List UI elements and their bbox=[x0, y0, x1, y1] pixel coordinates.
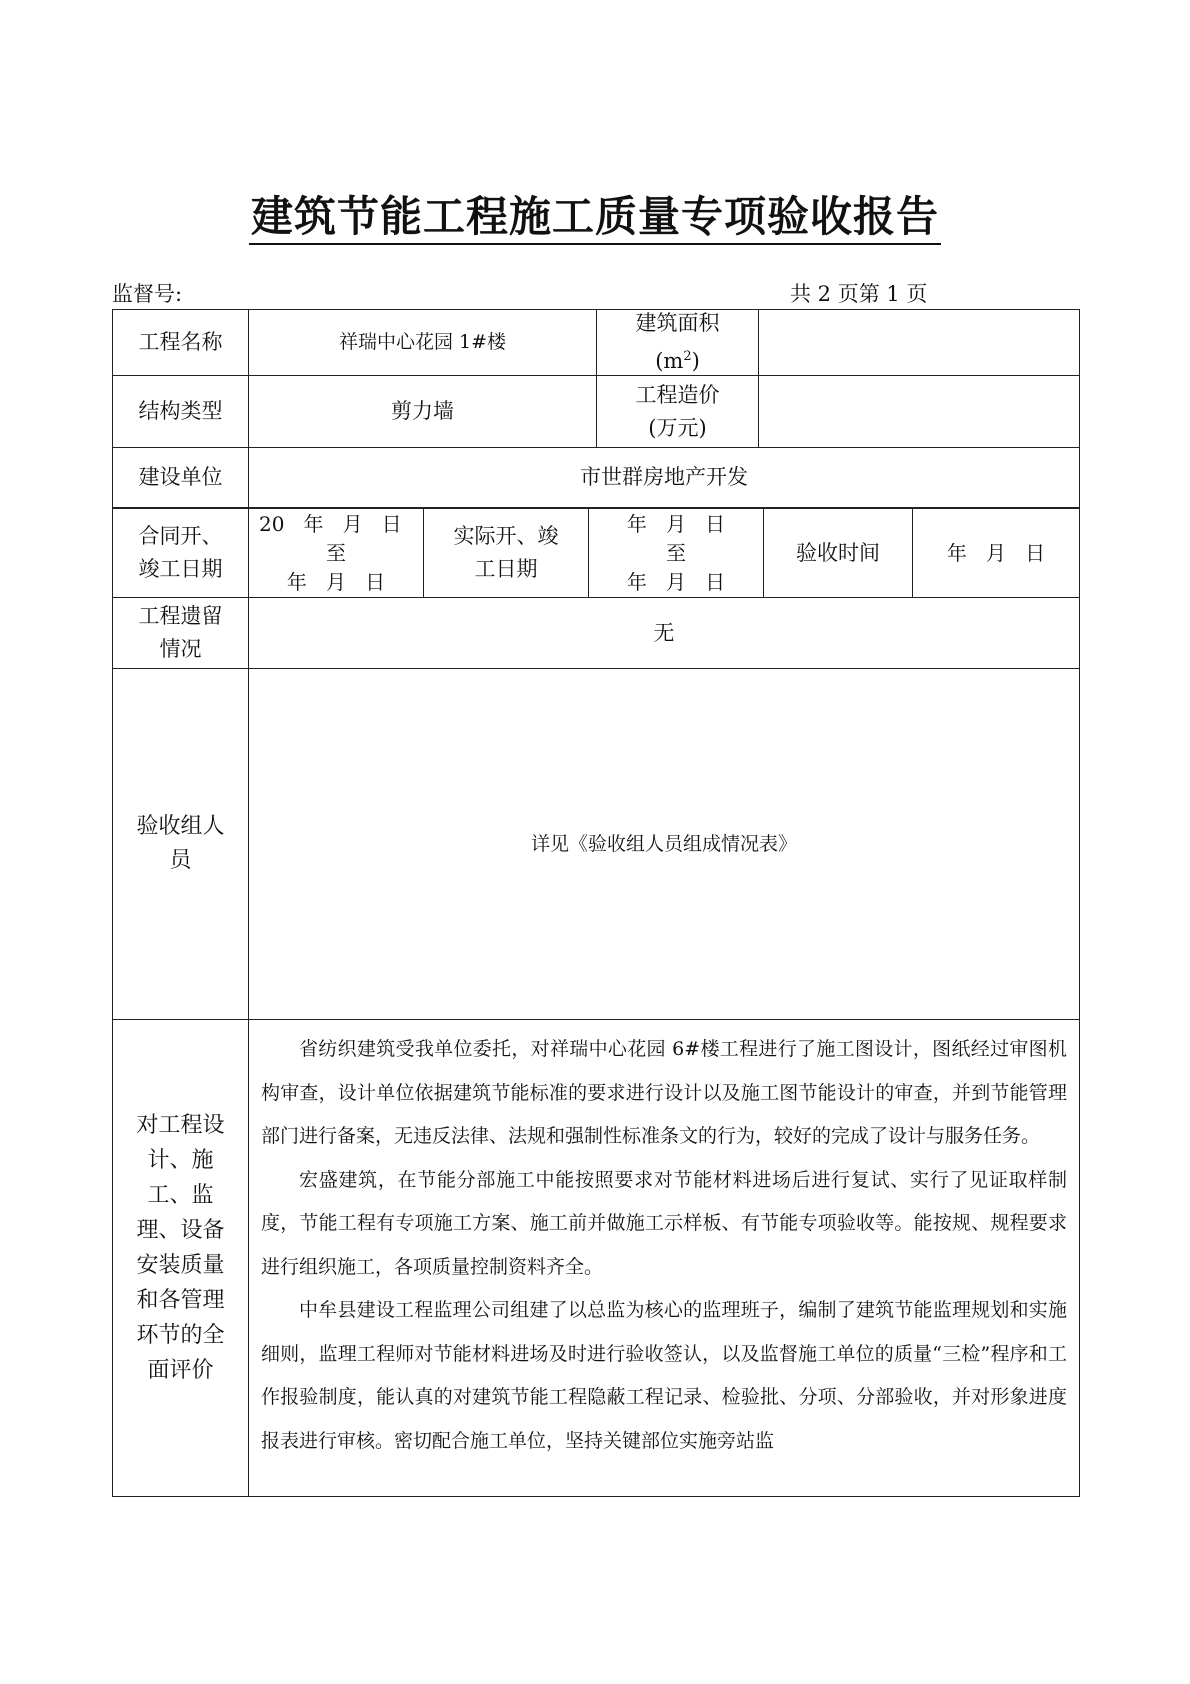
acceptance-members-label-line1: 验收组人 bbox=[136, 814, 225, 839]
remaining-issues-label-line1: 工程遗留 bbox=[138, 604, 223, 628]
contract-dates-label-line2: 竣工日期 bbox=[138, 557, 223, 581]
contract-dates-label-line1: 合同开、 bbox=[138, 524, 223, 548]
remaining-issues-value: 无 bbox=[248, 597, 1080, 668]
evaluation-paragraph-construction: 宏盛建筑，在节能分部施工中能按照要求对节能材料进场后进行复试、实行了见证取样制度，节能工程有专项施工方案、施工前并做施工示样板、有节能专项验收等。能按规、规程要求进行组织施工，各项质量控制资料齐全。 bbox=[261, 1168, 1067, 1278]
evaluation-paragraph-design: 省纺织建筑受我单位委托，对祥瑞中心花园 6#楼工程进行了施工图设计，图纸经过审图机构审查，设计单位依据建筑节能标准的要求进行设计以及施工图节能设计的审查，并到节能管理部门进行备案，无违反法律、法规和强制性标准条文的行为，较好的完成了设计与服务任务。 bbox=[261, 1038, 1067, 1147]
builder-label: 建设单位 bbox=[112, 447, 248, 507]
actual-start-date: 年 月 日 bbox=[626, 511, 726, 536]
actual-dates-label bbox=[423, 507, 588, 597]
report-table bbox=[112, 309, 1080, 1497]
structure-type-value: 剪力墙 bbox=[248, 375, 596, 447]
actual-date-to: 至 bbox=[666, 540, 686, 565]
project-cost-label-text: 工程造价 bbox=[635, 382, 720, 407]
contract-date-to: 至 bbox=[326, 540, 346, 565]
evaluation-label-line: 和各管理 bbox=[136, 1288, 225, 1313]
project-name-value: 祥瑞中心花园 1#楼 bbox=[248, 309, 596, 375]
evaluation-label bbox=[112, 1019, 248, 1497]
row-remaining bbox=[112, 597, 1080, 668]
acceptance-time-value: 年 月 日 bbox=[912, 507, 1080, 597]
evaluation-label-line: 环节的全 bbox=[136, 1323, 225, 1348]
evaluation-label-line: 面评价 bbox=[147, 1358, 214, 1383]
evaluation-label-line: 工、监 bbox=[147, 1183, 214, 1208]
evaluation-label-line: 计、施 bbox=[147, 1148, 214, 1173]
row-evaluation bbox=[112, 1019, 1080, 1497]
actual-dates-value bbox=[588, 507, 763, 597]
contract-end-date: 年 月 日 bbox=[286, 569, 386, 594]
evaluation-label-line: 对工程设 bbox=[136, 1113, 225, 1138]
actual-dates-label-line2: 工日期 bbox=[474, 557, 538, 581]
remaining-issues-label bbox=[112, 597, 248, 668]
building-area-unit: $(m^2)$ bbox=[655, 349, 700, 373]
row-builder bbox=[112, 447, 1080, 507]
supervision-number-label: 监督号: bbox=[112, 282, 183, 306]
actual-end-date: 年 月 日 bbox=[626, 569, 726, 594]
contract-start-date: 20 年 月 日 bbox=[259, 511, 402, 536]
evaluation-label-line: 安装质量 bbox=[136, 1253, 225, 1278]
project-cost-value bbox=[758, 375, 1080, 447]
row-members bbox=[112, 668, 1080, 1019]
acceptance-members-label-line2: 员 bbox=[169, 848, 192, 873]
building-area-value bbox=[758, 309, 1080, 375]
actual-dates-label-line1: 实际开、竣 bbox=[453, 524, 559, 548]
contract-dates-label bbox=[112, 507, 248, 597]
contract-dates-value bbox=[248, 507, 423, 597]
evaluation-label-line: 理、设备 bbox=[136, 1218, 225, 1243]
project-cost-unit: (万元) bbox=[648, 415, 707, 440]
builder-value: 市世群房地产开发 bbox=[248, 447, 1080, 507]
acceptance-members-label bbox=[112, 668, 248, 1019]
row-dates bbox=[112, 507, 1080, 597]
building-area-label bbox=[596, 309, 758, 375]
document-title: 建筑节能工程施工质量专项验收报告 bbox=[0, 184, 1190, 244]
evaluation-text bbox=[248, 1019, 1080, 1497]
row-project-name bbox=[112, 309, 1080, 375]
remaining-issues-label-line2: 情况 bbox=[159, 637, 202, 661]
building-area-label-text: 建筑面积 bbox=[635, 311, 720, 335]
structure-type-label: 结构类型 bbox=[112, 375, 248, 447]
project-name-label: 工程名称 bbox=[112, 309, 248, 375]
acceptance-time-label: 验收时间 bbox=[763, 507, 912, 597]
evaluation-paragraph-supervision: 中牟县建设工程监理公司组建了以总监为核心的监理班子，编制了建筑节能监理规划和实施细则，监理工程师对节能材料进场及时进行验收签认，以及监督施工单位的质量“三检”程序和工作报验制度，能认真的对建筑节能工程隐蔽工程记录、检验批、分项、分部验收，并对形象进度报表进行审核。密切配合施工单位，坚持关键部位实施旁站监 bbox=[261, 1299, 1067, 1452]
row-structure bbox=[112, 375, 1080, 447]
page-info: 共 2 页第 1 页 bbox=[790, 282, 928, 306]
project-cost-label bbox=[596, 375, 758, 447]
acceptance-members-value: 详见《验收组人员组成情况表》 bbox=[248, 668, 1080, 1019]
